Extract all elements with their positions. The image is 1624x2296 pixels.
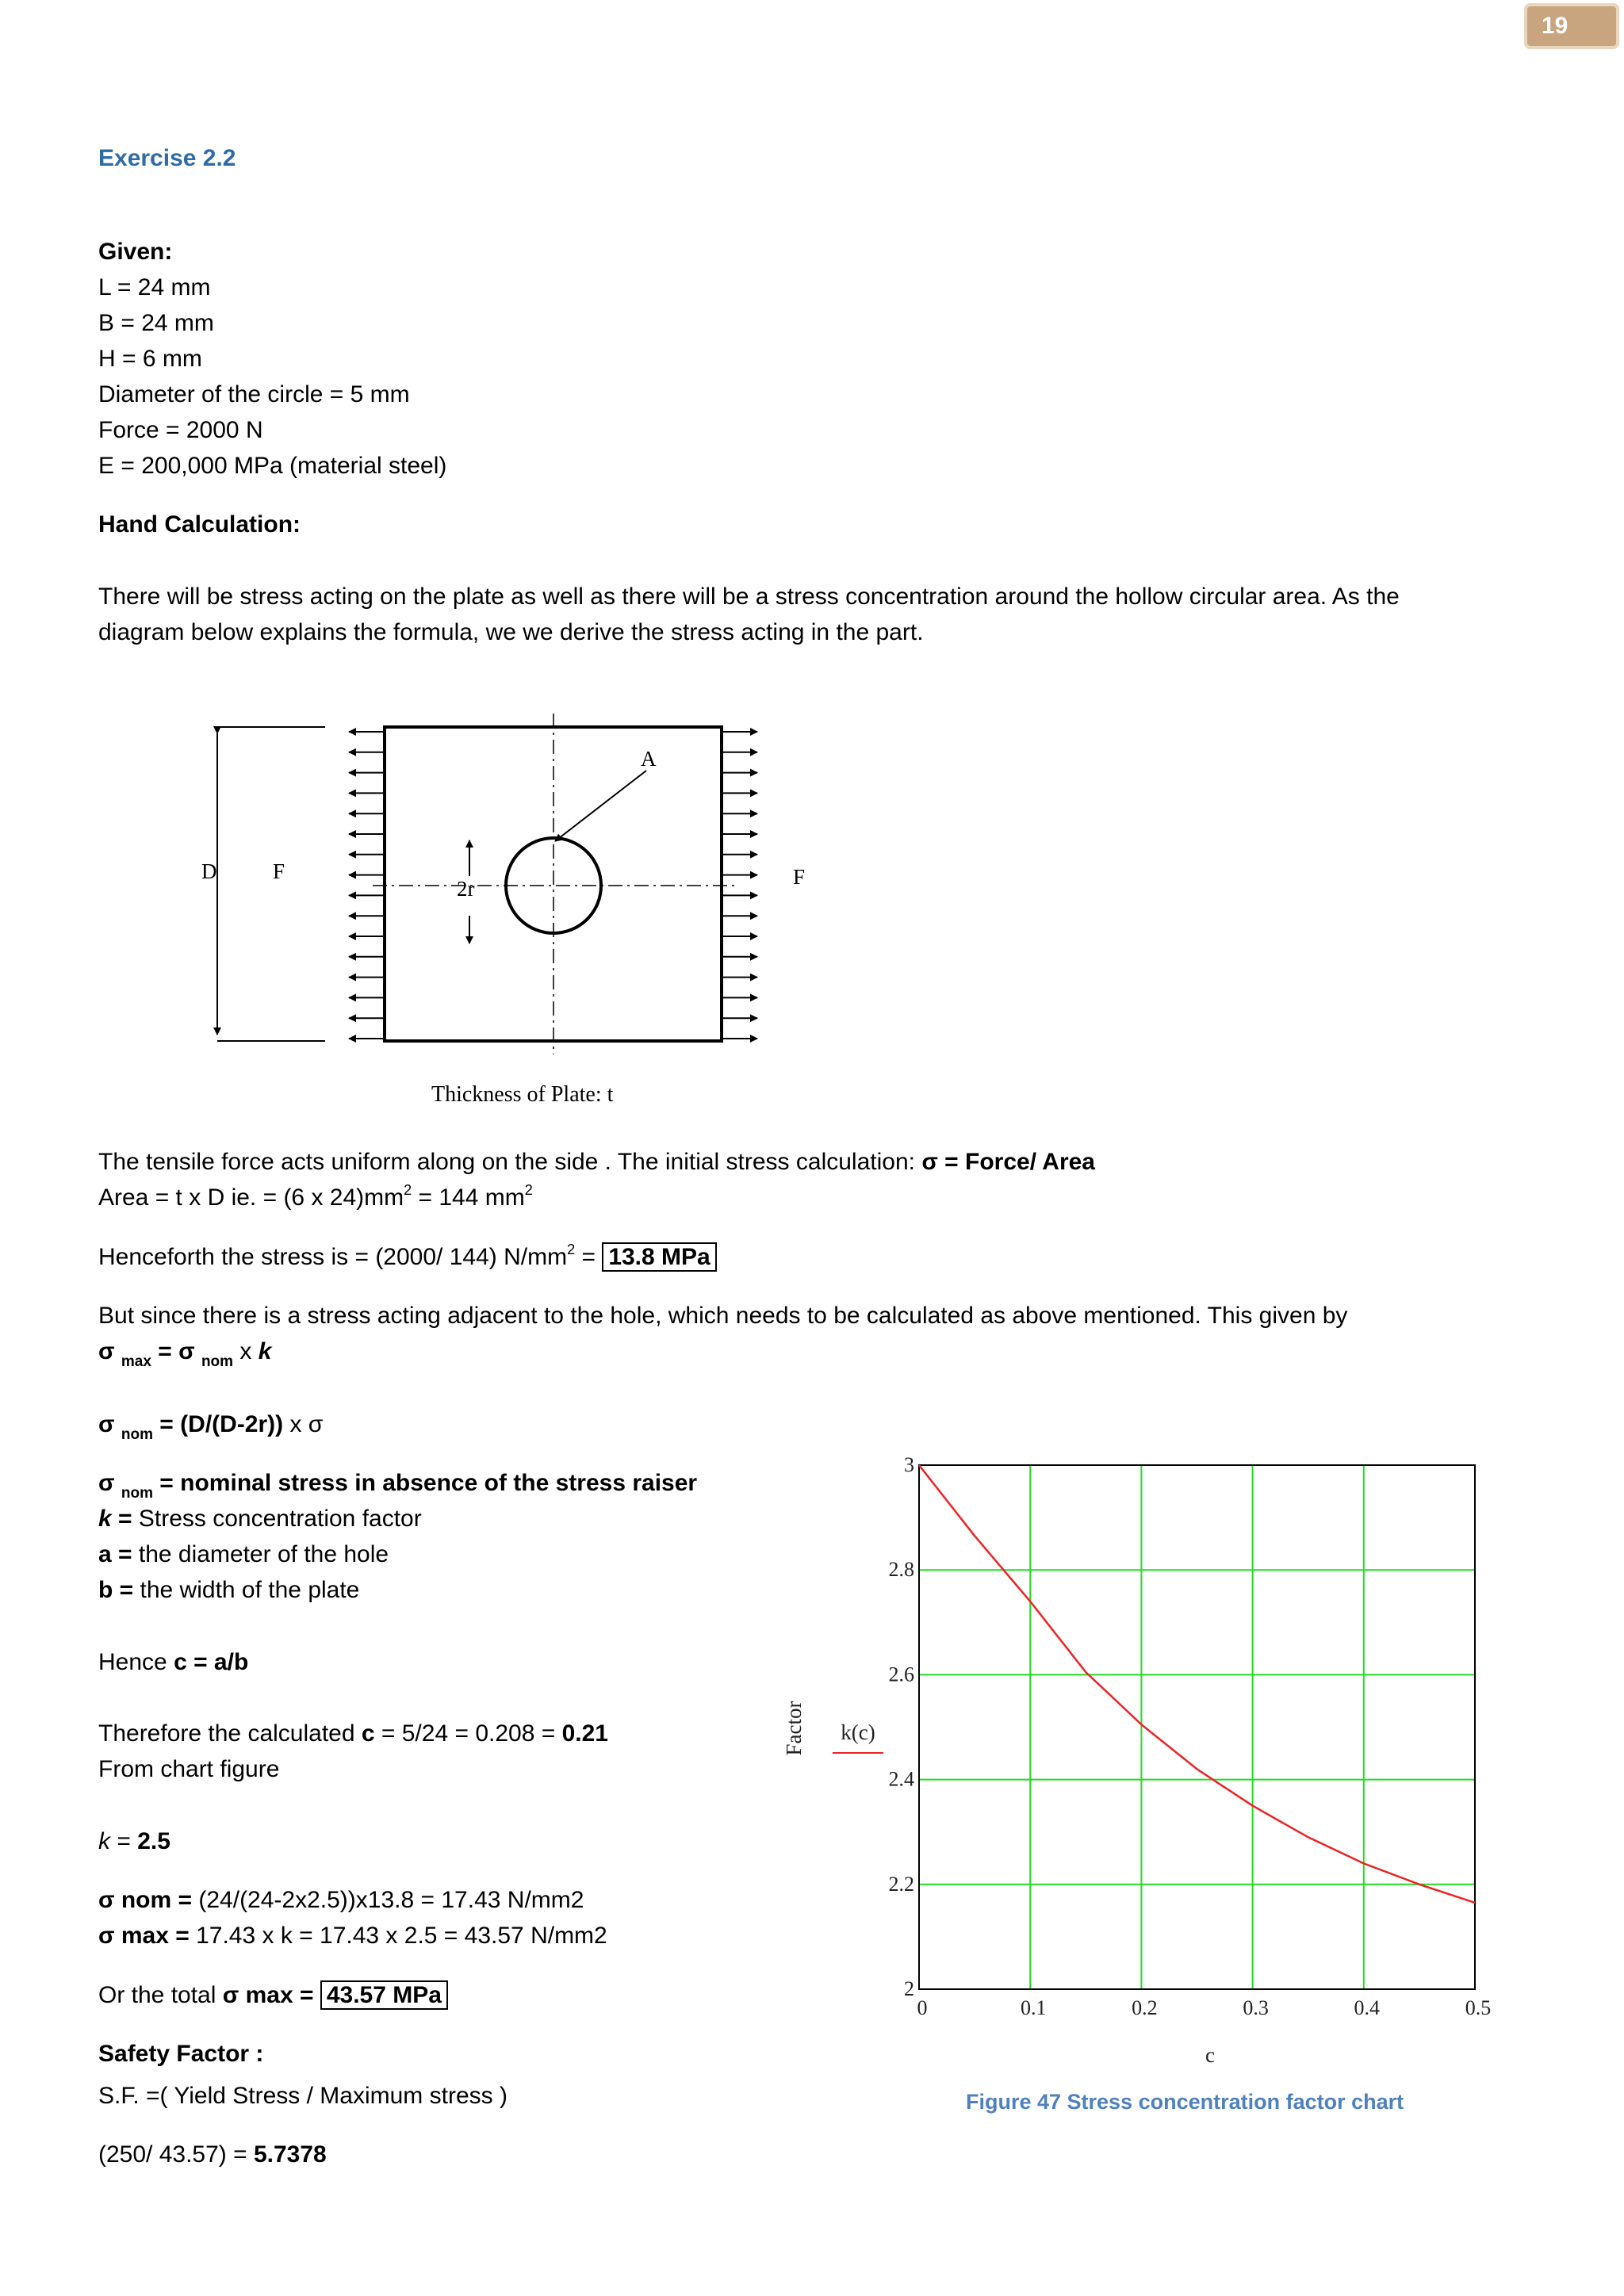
hand-calc-title: Hand Calculation: [98, 511, 301, 538]
def-b: b = the width of the plate [98, 1577, 360, 1603]
label-d: D [201, 859, 217, 883]
safety-formula: S.F. =( Yield Stress / Maximum stress ) [98, 2083, 508, 2109]
stress-line: Henceforth the stress is = (2000/ 144) $N/mm^2 = 13.8$ MPa [98, 1240, 717, 1277]
given-title: Given: [98, 239, 173, 265]
x-tick-label: 0.5 [1465, 1996, 1491, 2019]
def-a: a = the diameter of the hole [98, 1541, 389, 1567]
given-item: L = 24 mm [98, 274, 211, 300]
x-tick-label: 0 [917, 1996, 928, 2019]
y-tick-label: 2 [904, 1977, 914, 2000]
x-tick-label: 0.4 [1354, 1996, 1381, 2019]
y-axis-label: Factor [782, 1701, 806, 1756]
leader-a-arrow [555, 771, 646, 841]
intro-line: diagram below explains the formula, we we derive the stress acting in the part. [98, 619, 924, 645]
hence-line: Hence c = a/b [98, 1649, 249, 1675]
given-item: B = 24 mm [98, 310, 214, 336]
total-line: Or the total σ max = 43.57 MPa [98, 1978, 448, 2013]
safety-title: Safety Factor : [98, 2041, 264, 2067]
x-axis-label: c [1205, 2043, 1215, 2067]
given-item: Diameter of the circle = 5 mm [98, 381, 410, 408]
chart-ticks [889, 1453, 1492, 2019]
y-tick-label: 2.2 [888, 1872, 914, 1896]
given-item: H = 6 mm [98, 346, 202, 372]
given-item: Force = 2000 N [98, 417, 263, 443]
given-item: E = 200,000 MPa (material steel) [98, 453, 447, 479]
def-sigma-nom: σ $_{nom}$ = nominal stress in absence of the stress raiser [98, 1470, 698, 1502]
tensile-line: The tensile force acts uniform along on the side . The initial stress calculation: σ = Force/ Area [98, 1149, 1095, 1175]
therefore-line: Therefore the calculated c = 5/24 = 0.208 = 0.21 [98, 1720, 608, 1747]
chart-grid [919, 1465, 1475, 1989]
figure-caption: Figure 47 Stress concentration factor chart [966, 2090, 1404, 2114]
label-f-left: F [273, 859, 285, 883]
label-f-right: F [793, 865, 806, 889]
def-k: k = Stress concentration factor [98, 1506, 422, 1532]
but-since-line: But since there is a stress acting adjacent to the hole, which needs to be calculated as above mentioned. This given by [98, 1303, 1348, 1329]
k-value-line: k = 2.5 [98, 1828, 170, 1854]
total-result: 43.57 MPa [320, 1980, 448, 2010]
page-number-badge: 19 [1524, 3, 1619, 49]
sigma-max-calc: σ max = 17.43 x k = 17.43 x 2.5 = 43.57 N/mm2 [98, 1923, 607, 1949]
exercise-heading: Exercise 2.2 [98, 145, 236, 171]
label-2r: 2r [457, 877, 475, 901]
y-tick-label: 2.8 [888, 1558, 914, 1582]
x-tick-label: 0.2 [1132, 1996, 1158, 2019]
stress-result: 13.8 MPa [602, 1242, 716, 1272]
y-tick-label: 2.6 [888, 1663, 914, 1686]
thickness-label: Thickness of Plate: t [431, 1082, 614, 1107]
x-tick-label: 0.3 [1243, 1996, 1269, 2019]
y-tick-label: 3 [904, 1453, 914, 1476]
x-tick-label: 0.1 [1020, 1996, 1047, 2019]
sigma-nom-calc: σ nom = (24/(24-2x2.5))x13.8 = 17.43 N/mm2 [98, 1887, 584, 1913]
area-line: Area = t x D ie. = (6 x $24)mm^2 = 144$ $mm^2$ [98, 1182, 533, 1211]
sigma-nom-formula: σ $_{nom}$ = (D/(D-2r)) x σ [98, 1411, 324, 1443]
from-chart-line: From chart figure [98, 1756, 280, 1782]
sigma-max-formula: σ $_{max}$ = σ $_{nom}$ x k [98, 1338, 272, 1370]
label-a: A [641, 747, 657, 771]
intro-line: There will be stress acting on the plate as well as there will be a stress concentration around the hollow circular area. As the [98, 584, 1400, 610]
series-kc-line [919, 1465, 1475, 1903]
safety-calc: (250/ 43.57) = 5.7378 [98, 2141, 327, 2168]
y-tick-label: 2.4 [888, 1767, 914, 1791]
chart-plot-frame [919, 1465, 1475, 1989]
legend-kc-label: k(c) [841, 1720, 875, 1744]
plate-with-hole-diagram [190, 710, 825, 1122]
stress-concentration-chart [777, 1443, 1491, 2077]
